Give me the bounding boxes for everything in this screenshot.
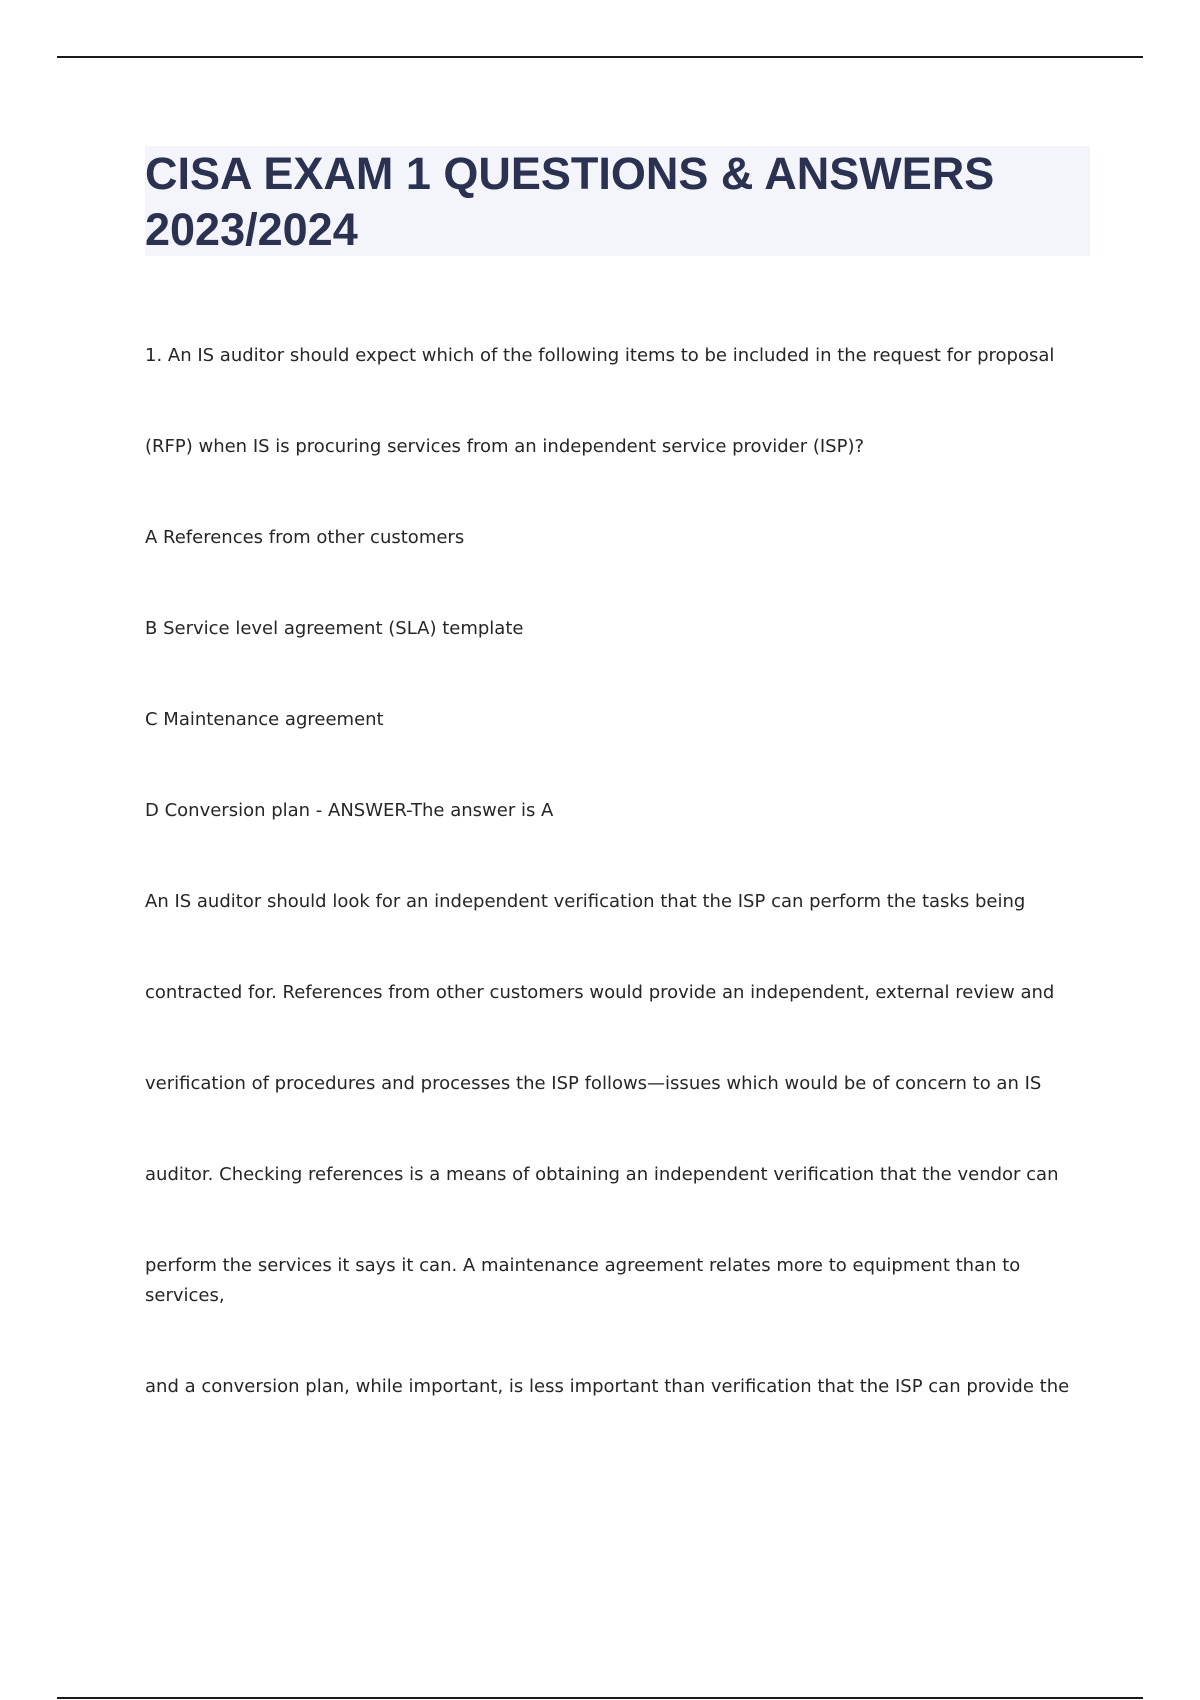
explanation-line-2: contracted for. References from other customers would provide an independent, external review and [145, 982, 1055, 1003]
top-rule [57, 56, 1143, 58]
explanation-line-4: auditor. Checking references is a means of obtaining an independent verification that the vendor can [145, 1164, 1059, 1185]
explanation-line-1: An IS auditor should look for an independent verification that the ISP can perform the tasks being [145, 891, 1026, 912]
question-line-2: (RFP) when IS is procuring services from an independent service provider (ISP)? [145, 436, 865, 457]
explanation-line-6: and a conversion plan, while important, is less important than verification that the ISP can provide the [145, 1376, 1070, 1397]
bottom-rule [57, 1697, 1143, 1699]
option-b: B Service level agreement (SLA) template [145, 618, 524, 639]
option-c: C Maintenance agreement [145, 709, 384, 730]
title-block [145, 146, 1090, 256]
option-d-answer: D Conversion plan - ANSWER-The answer is A [145, 800, 554, 821]
explanation-line-3: verification of procedures and processes the ISP follows—issues which would be of concern to an IS [145, 1073, 1042, 1094]
explanation-line-5: perform the services it says it can. A maintenance agreement relates more to equipment than to services, [145, 1255, 1021, 1306]
document-title: CISA EXAM 1 QUESTIONS & ANSWERS 2023/2024 [145, 148, 995, 255]
option-a: A References from other customers [145, 527, 465, 548]
question-line-1: 1. An IS auditor should expect which of the following items to be included in the request for proposal [145, 345, 1055, 366]
